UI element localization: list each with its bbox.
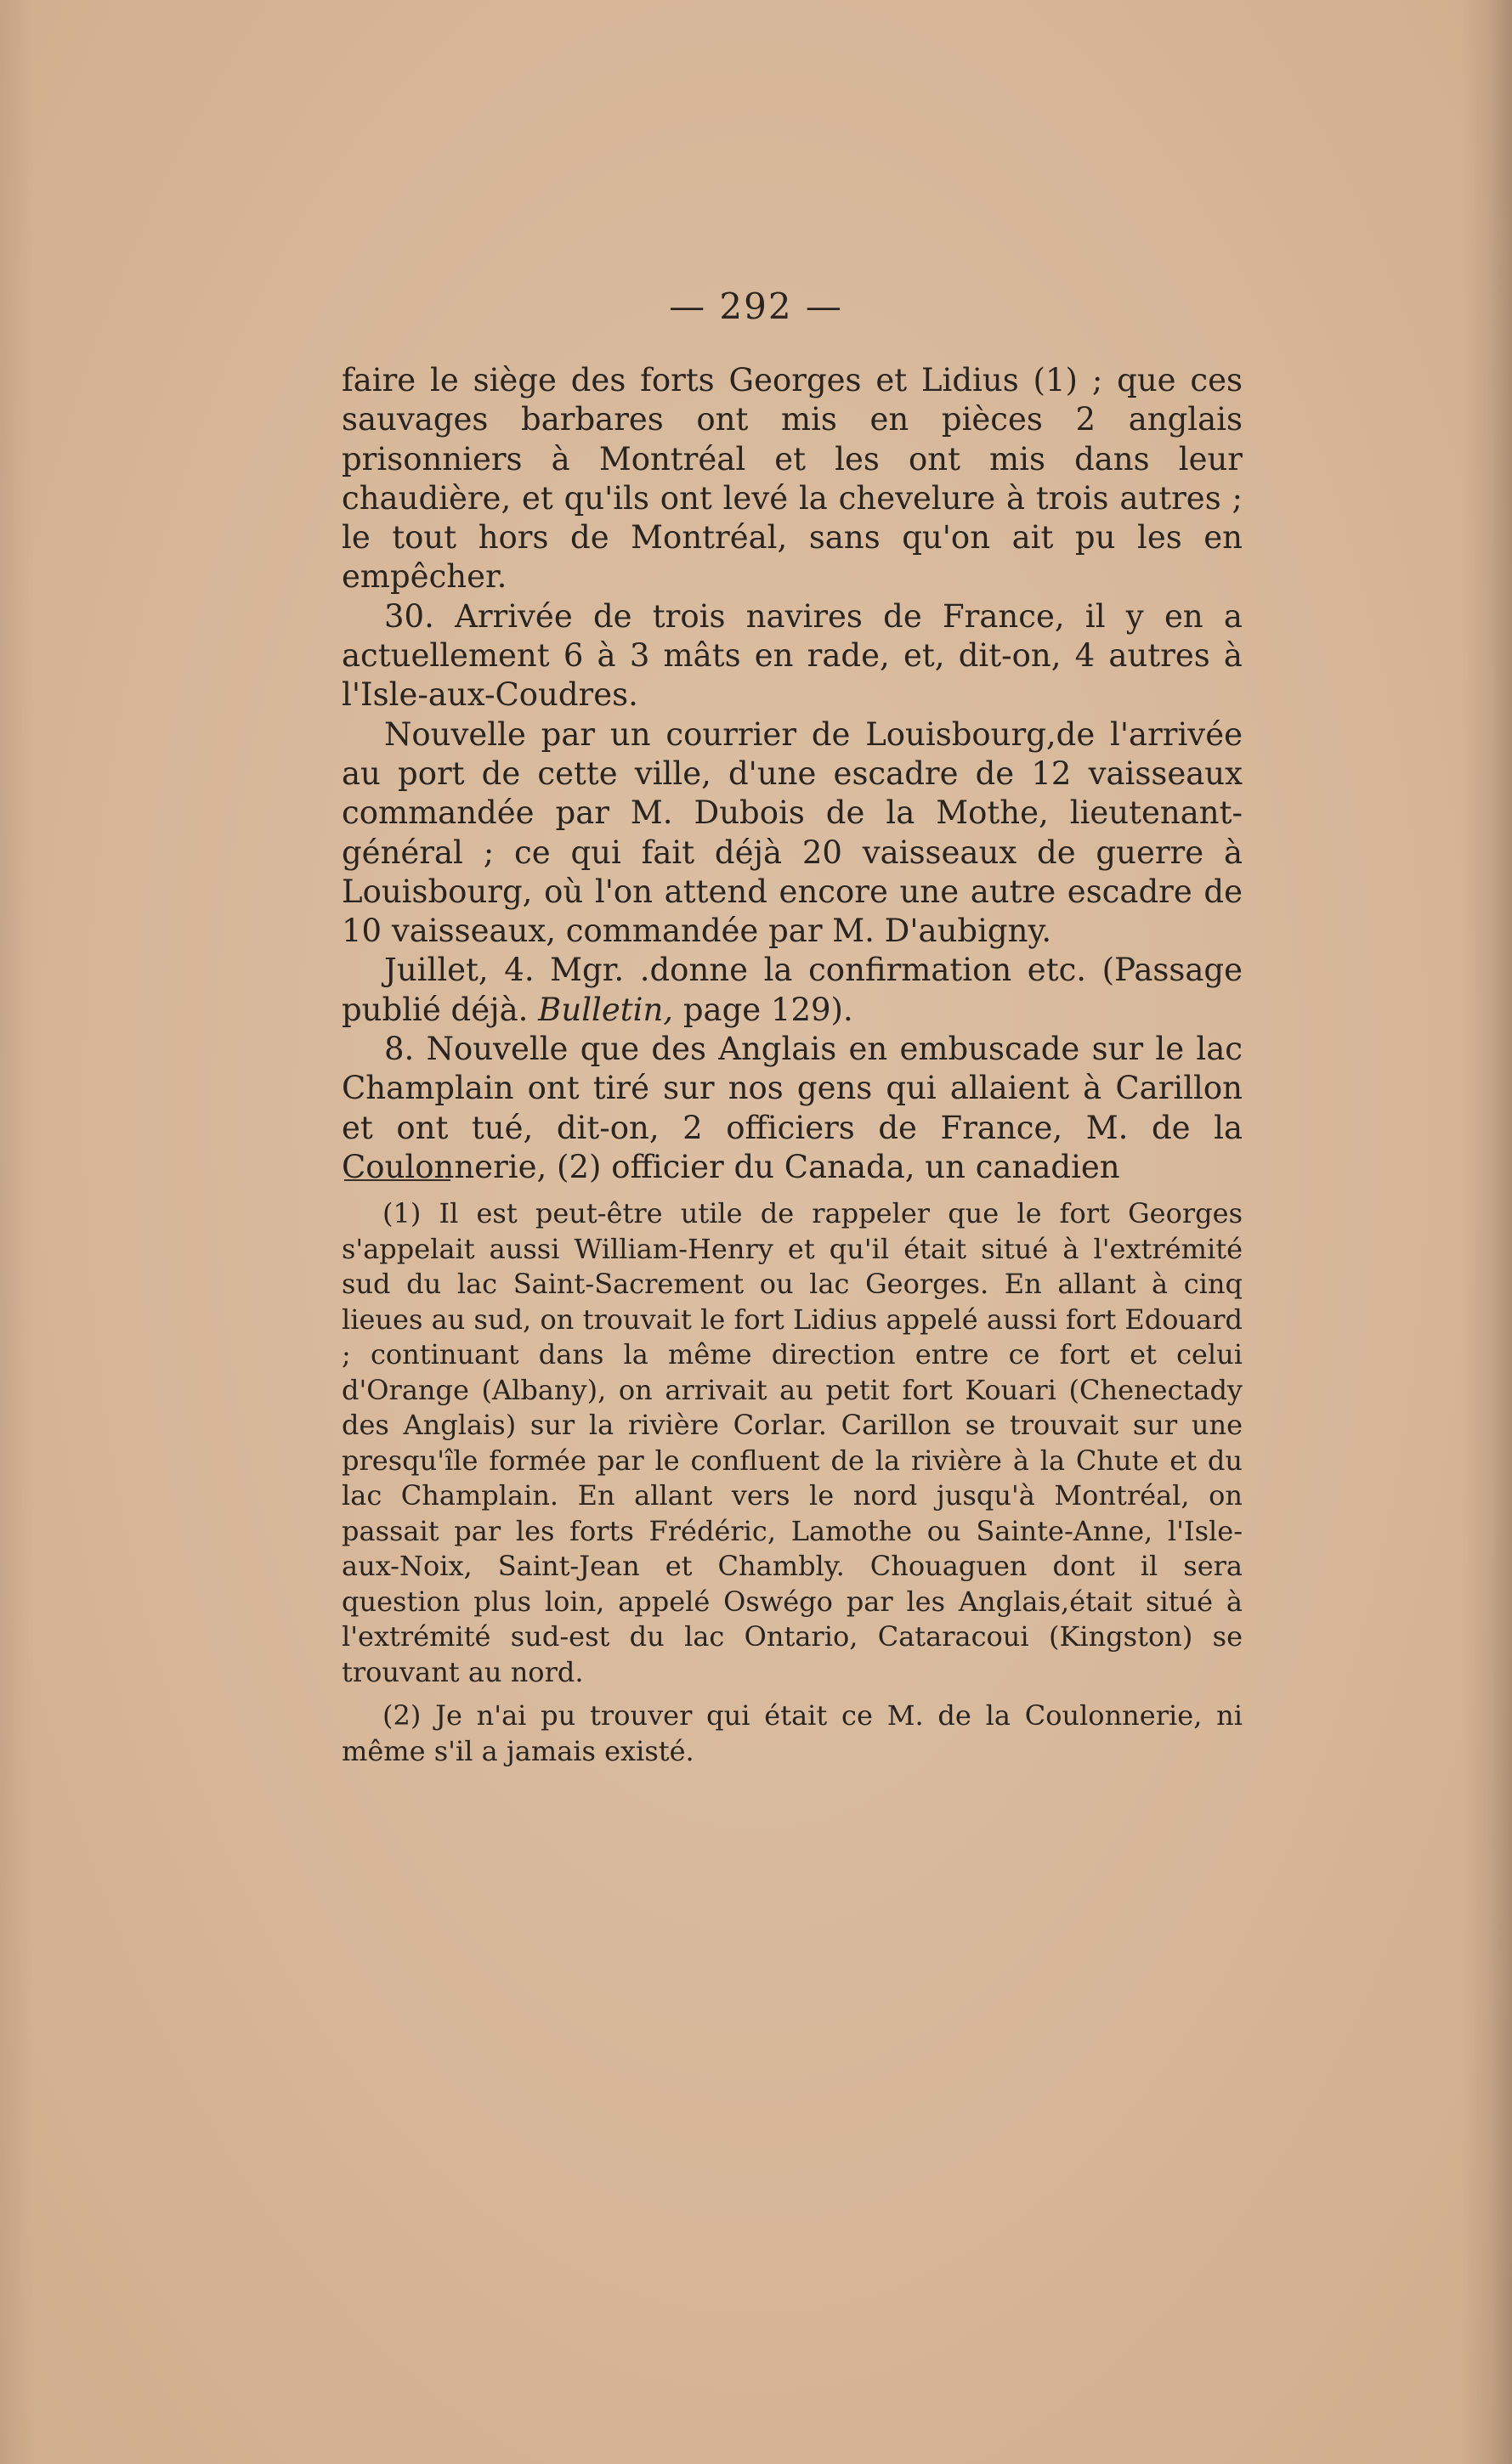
footnotes bbox=[342, 1196, 1243, 1769]
page-right-shadow bbox=[1461, 0, 1512, 2464]
bulletin-title: Bulletin, bbox=[538, 991, 674, 1028]
page-left-shadow bbox=[0, 0, 34, 2464]
footnote-divider bbox=[344, 1179, 450, 1181]
main-text bbox=[342, 361, 1243, 1187]
paragraph-embuscade: 8. Nouvelle que des Anglais en embuscade sur le lac Champlain ont tiré sur nos gens qui allaient à Carillon et ont tué, dit-on, 2 officiers de France, M. de la Coulonnerie, (2) officier du Canada, un canadien bbox=[342, 1031, 1243, 1185]
paragraph-juillet bbox=[342, 951, 1243, 1030]
footnote-1: (1) Il est peut-être utile de rappeler que le fort Georges s'appelait aussi William-Henry et qu'il était situé à l'extrémité sud du lac Saint-Sacrement ou lac Georges. En allant à cinq lieues au sud, on trouvait le fort Lidius appelé aussi fort Edouard ; continuant dans la même direction entre ce fort et celui d'Orange (Albany), on arrivait au petit fort Kouari (Chenectady des Anglais) sur la rivière Corlar. Carillon se trouvait sur une presqu'île formée par le confluent de la rivière à la Chute et du lac Champlain. En allant vers le nord jusqu'à Montréal, on passait par les forts Frédéric, Lamothe ou Sainte-Anne, l'Isle-aux-Noix, Saint-Jean et Chambly. Chouaguen dont il sera question plus loin, appelé Oswégo par les Anglais,était situé à l'extrémité sud-est du lac Ontario, Cataracoui (Kingston) se trouvant au nord. bbox=[342, 1197, 1243, 1688]
juillet-text: Juillet, 4. Mgr. .donne la confirmation etc. (Passage publié déjà. bbox=[342, 952, 1243, 1028]
bulletin-page: page 129). bbox=[682, 991, 853, 1028]
page-number: — 292 — bbox=[669, 285, 843, 327]
footnote-2: (2) Je n'ai pu trouver qui était ce M. de la Coulonnerie, ni même s'il a jamais existé. bbox=[342, 1699, 1243, 1767]
paragraph-louisbourg: Nouvelle par un courrier de Louisbourg,de l'arrivée au port de cette ville, d'une escadre de 12 vaisseaux commandée par M. Dubois de la Mothe, lieutenant-général ; ce qui fait déjà 20 vaisseaux de guerre à Louisbourg, où l'on attend encore une autre escadre de 10 vaisseaux, commandée par M. D'aubigny. bbox=[342, 715, 1243, 950]
paragraph-arrivee-navires: 30. Arrivée de trois navires de France, il y en a actuellement 6 à 3 mâts en rade, et, dit-on, 4 autres à l'Isle-aux-Coudres. bbox=[342, 597, 1243, 714]
paragraph-siege: faire le siège des forts Georges et Lidius (1) ; que ces sauvages barbares ont mis en pièces 2 anglais prisonniers à Montréal et les ont mis dans leur chaudière, et qu'ils ont levé la chevelure à trois autres ; le tout hors de Montréal, sans qu'on ait pu les en empêcher. bbox=[342, 362, 1243, 596]
